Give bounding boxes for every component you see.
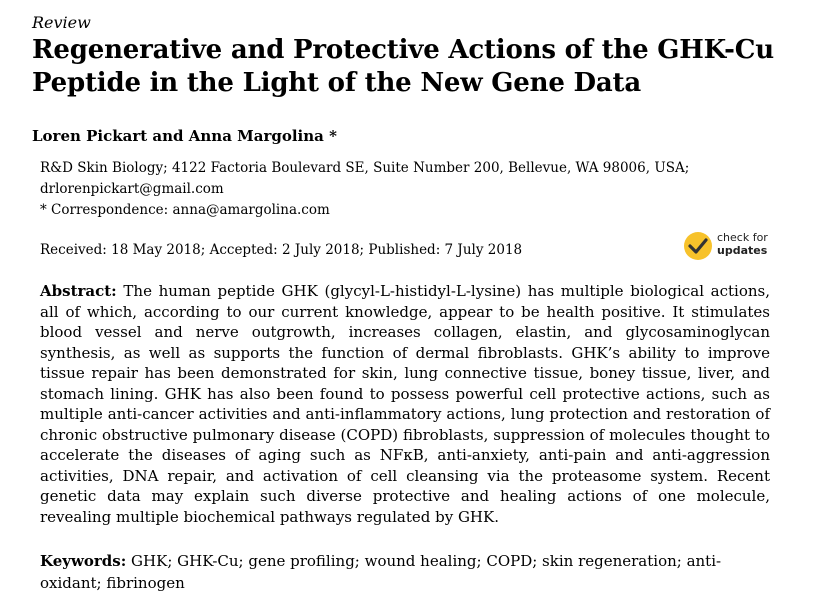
keywords-text: GHK; GHK-Cu; gene profiling; wound healing; COPD; skin regeneration; anti-oxidant; fibrinogen (40, 552, 722, 592)
check-updates-icon (684, 232, 712, 260)
paper-title: Regenerative and Protective Actions of the GHK-Cu Peptide in the Light of the New Gene Data (32, 35, 774, 98)
keywords (40, 550, 770, 594)
badge-line-1: check for (717, 231, 768, 244)
keywords-label: Keywords: (40, 552, 127, 570)
correspondence: * Correspondence: anna@amargolina.com (40, 202, 330, 218)
authors: Loren Pickart and Anna Margolina * (32, 127, 337, 145)
author-email[interactable]: drlorenpickart@gmail.com (40, 181, 224, 197)
affiliation-address: R&D Skin Biology; 4122 Factoria Boulevard SE, Suite Number 200, Bellevue, WA 98006, USA; (40, 160, 690, 176)
badge-line-2: updates (717, 244, 768, 257)
publication-dates: Received: 18 May 2018; Accepted: 2 July 2018; Published: 7 July 2018 (40, 242, 523, 258)
check-for-updates-badge[interactable] (684, 231, 774, 261)
abstract-text: The human peptide GHK (glycyl-L-histidyl-L-lysine) has multiple biological actions, all of which, according to our current knowledge, appear to be health positive. It stimulates blood vessel and nerve outgrowth, increases collagen, elastin, and glycosaminoglycan synthesis, as well as supports the function of dermal fibroblasts. GHK’s ability to improve tissue repair has been demonstrated for skin, lung connective tissue, boney tissue, liver, and stomach lining. GHK has also been found to possess powerful cell protective actions, such as multiple anti-cancer activities and anti-inflammatory actions, lung protection and restoration of chronic obstructive pulmonary disease (COPD) fibroblasts, suppression of molecules thought to accelerate the diseases of aging such as NFκB, anti-anxiety, anti-pain and anti-aggression activities, DNA repair, and activation of cell cleansing via the proteasome system. Recent genetic data may explain such diverse protective and healing actions of one molecule, revealing multiple biochemical pathways regulated by GHK. (40, 282, 770, 526)
article-type: Review (32, 13, 91, 32)
abstract-label: Abstract: (40, 282, 117, 300)
abstract (40, 281, 770, 527)
